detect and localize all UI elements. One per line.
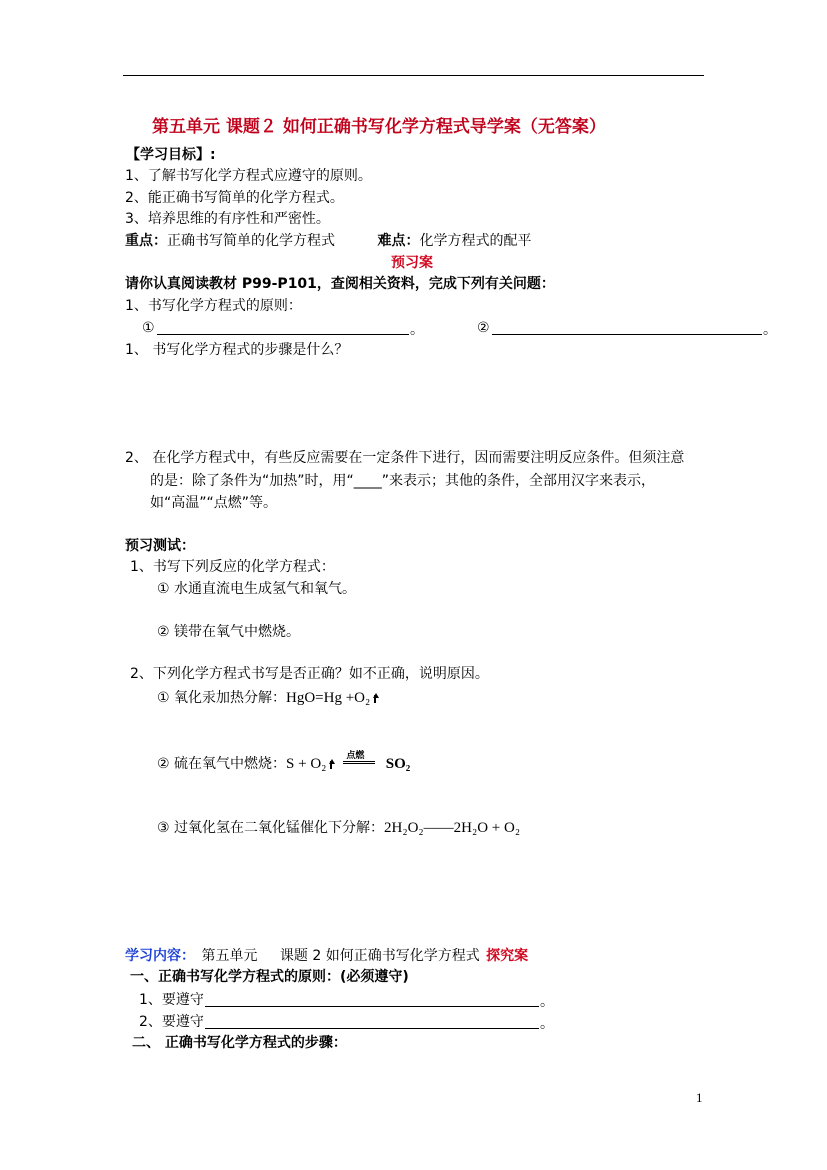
difficult-text: 化学方程式的配平 bbox=[419, 233, 532, 249]
test-q1-item: ② 镁带在氧气中燃烧。 bbox=[157, 624, 301, 640]
chemical-formula-right: SO₂ bbox=[385, 756, 411, 772]
answer-blank[interactable] bbox=[205, 1028, 539, 1029]
key-difficult-line bbox=[125, 232, 531, 250]
objectives-heading: 【学习目标】: bbox=[126, 147, 216, 163]
chemical-formula: 2H₂O₂——2H₂O + O₂ bbox=[384, 820, 521, 836]
header-rule bbox=[123, 75, 704, 76]
preview-q3-line2: 的是：除了条件为“加热”时，用“____”来表示；其他的条件，全部用汉字来表示， bbox=[150, 473, 656, 489]
reaction-condition bbox=[343, 751, 375, 773]
preview-instruction: 请你认真阅读教材 P99-P101，查阅相关资料，完成下列有关问题： bbox=[125, 276, 555, 292]
equals-bar-icon bbox=[343, 761, 375, 762]
preview-heading: 预习案 bbox=[391, 255, 433, 271]
content-tag: 探究案 bbox=[486, 948, 529, 964]
section2-heading: 二、 正确书写化学方程式的步骤： bbox=[132, 1035, 347, 1051]
objective-item: 1、了解书写化学方程式应遵守的原则。 bbox=[125, 168, 372, 184]
reaction-label: ③ 过氧化氢在二氧化锰催化下分解： bbox=[157, 820, 385, 836]
circle-1: ① bbox=[142, 320, 155, 336]
period: 。 bbox=[763, 322, 777, 338]
objective-item: 3、培养思维的有序性和严密性。 bbox=[125, 211, 330, 227]
content-label: 学习内容： bbox=[125, 948, 195, 964]
answer-blank[interactable] bbox=[205, 1006, 539, 1007]
page-number: 1 bbox=[696, 1090, 703, 1105]
chemical-formula-left: S + O₂ bbox=[286, 756, 327, 772]
test-q2-item bbox=[157, 819, 520, 837]
section1-item: 1、要遵守 bbox=[139, 992, 204, 1008]
section1-item: 2、要遵守 bbox=[139, 1014, 204, 1030]
circle-2: ② bbox=[477, 320, 490, 336]
difficult-label: 难点： bbox=[377, 233, 420, 249]
test-q2-item bbox=[157, 751, 411, 773]
period: 。 bbox=[410, 322, 424, 338]
answer-blank[interactable] bbox=[157, 334, 409, 335]
period: 。 bbox=[540, 994, 554, 1010]
content-unit: 第五单元 bbox=[201, 948, 258, 964]
test-q2: 2、下列化学方程式书写是否正确？如不正确，说明原因。 bbox=[130, 666, 489, 682]
objective-item: 2、能正确书写简单的化学方程式。 bbox=[125, 190, 344, 206]
test-heading: 预习测试： bbox=[125, 538, 195, 554]
test-q2-item bbox=[157, 689, 381, 707]
preview-q2: 1、 书写化学方程式的步骤是什么？ bbox=[125, 342, 349, 358]
test-q1: 1、书写下列反应的化学方程式： bbox=[130, 559, 335, 575]
reaction-label: ② 硫在氧气中燃烧： bbox=[157, 756, 287, 772]
content-lesson: 课题 2 如何正确书写化学方程式 bbox=[279, 948, 480, 964]
preview-q1: 1、书写化学方程式的原则： bbox=[125, 298, 302, 314]
reaction-label: ① 氧化汞加热分解： bbox=[157, 690, 287, 706]
gas-arrow-icon bbox=[370, 690, 381, 706]
content-line bbox=[125, 947, 528, 965]
chemical-formula: HgO=Hg +O₂ bbox=[286, 690, 371, 706]
condition-label: 点燃 bbox=[346, 751, 365, 761]
preview-q3-line1: 2、 在化学方程式中，有些反应需要在一定条件下进行，因而需要注明反应条件。但须注意 bbox=[125, 450, 685, 466]
test-q1-item: ① 水通直流电生成氢气和氧气。 bbox=[157, 581, 357, 597]
period: 。 bbox=[540, 1016, 554, 1032]
document-title: 第五单元 课题２ 如何正确书写化学方程式导学案（无答案） bbox=[152, 117, 606, 137]
gas-arrow-icon bbox=[326, 756, 337, 772]
equals-bar-icon bbox=[343, 763, 375, 764]
answer-blank[interactable] bbox=[492, 334, 762, 335]
key-text: 正确书写简单的化学方程式 bbox=[167, 233, 335, 249]
preview-q3-line3: 如“高温”“点燃”等。 bbox=[150, 495, 278, 511]
key-label: 重点： bbox=[125, 233, 167, 249]
section1-heading: 一、正确书写化学方程式的原则：(必须遵守) bbox=[130, 969, 409, 985]
